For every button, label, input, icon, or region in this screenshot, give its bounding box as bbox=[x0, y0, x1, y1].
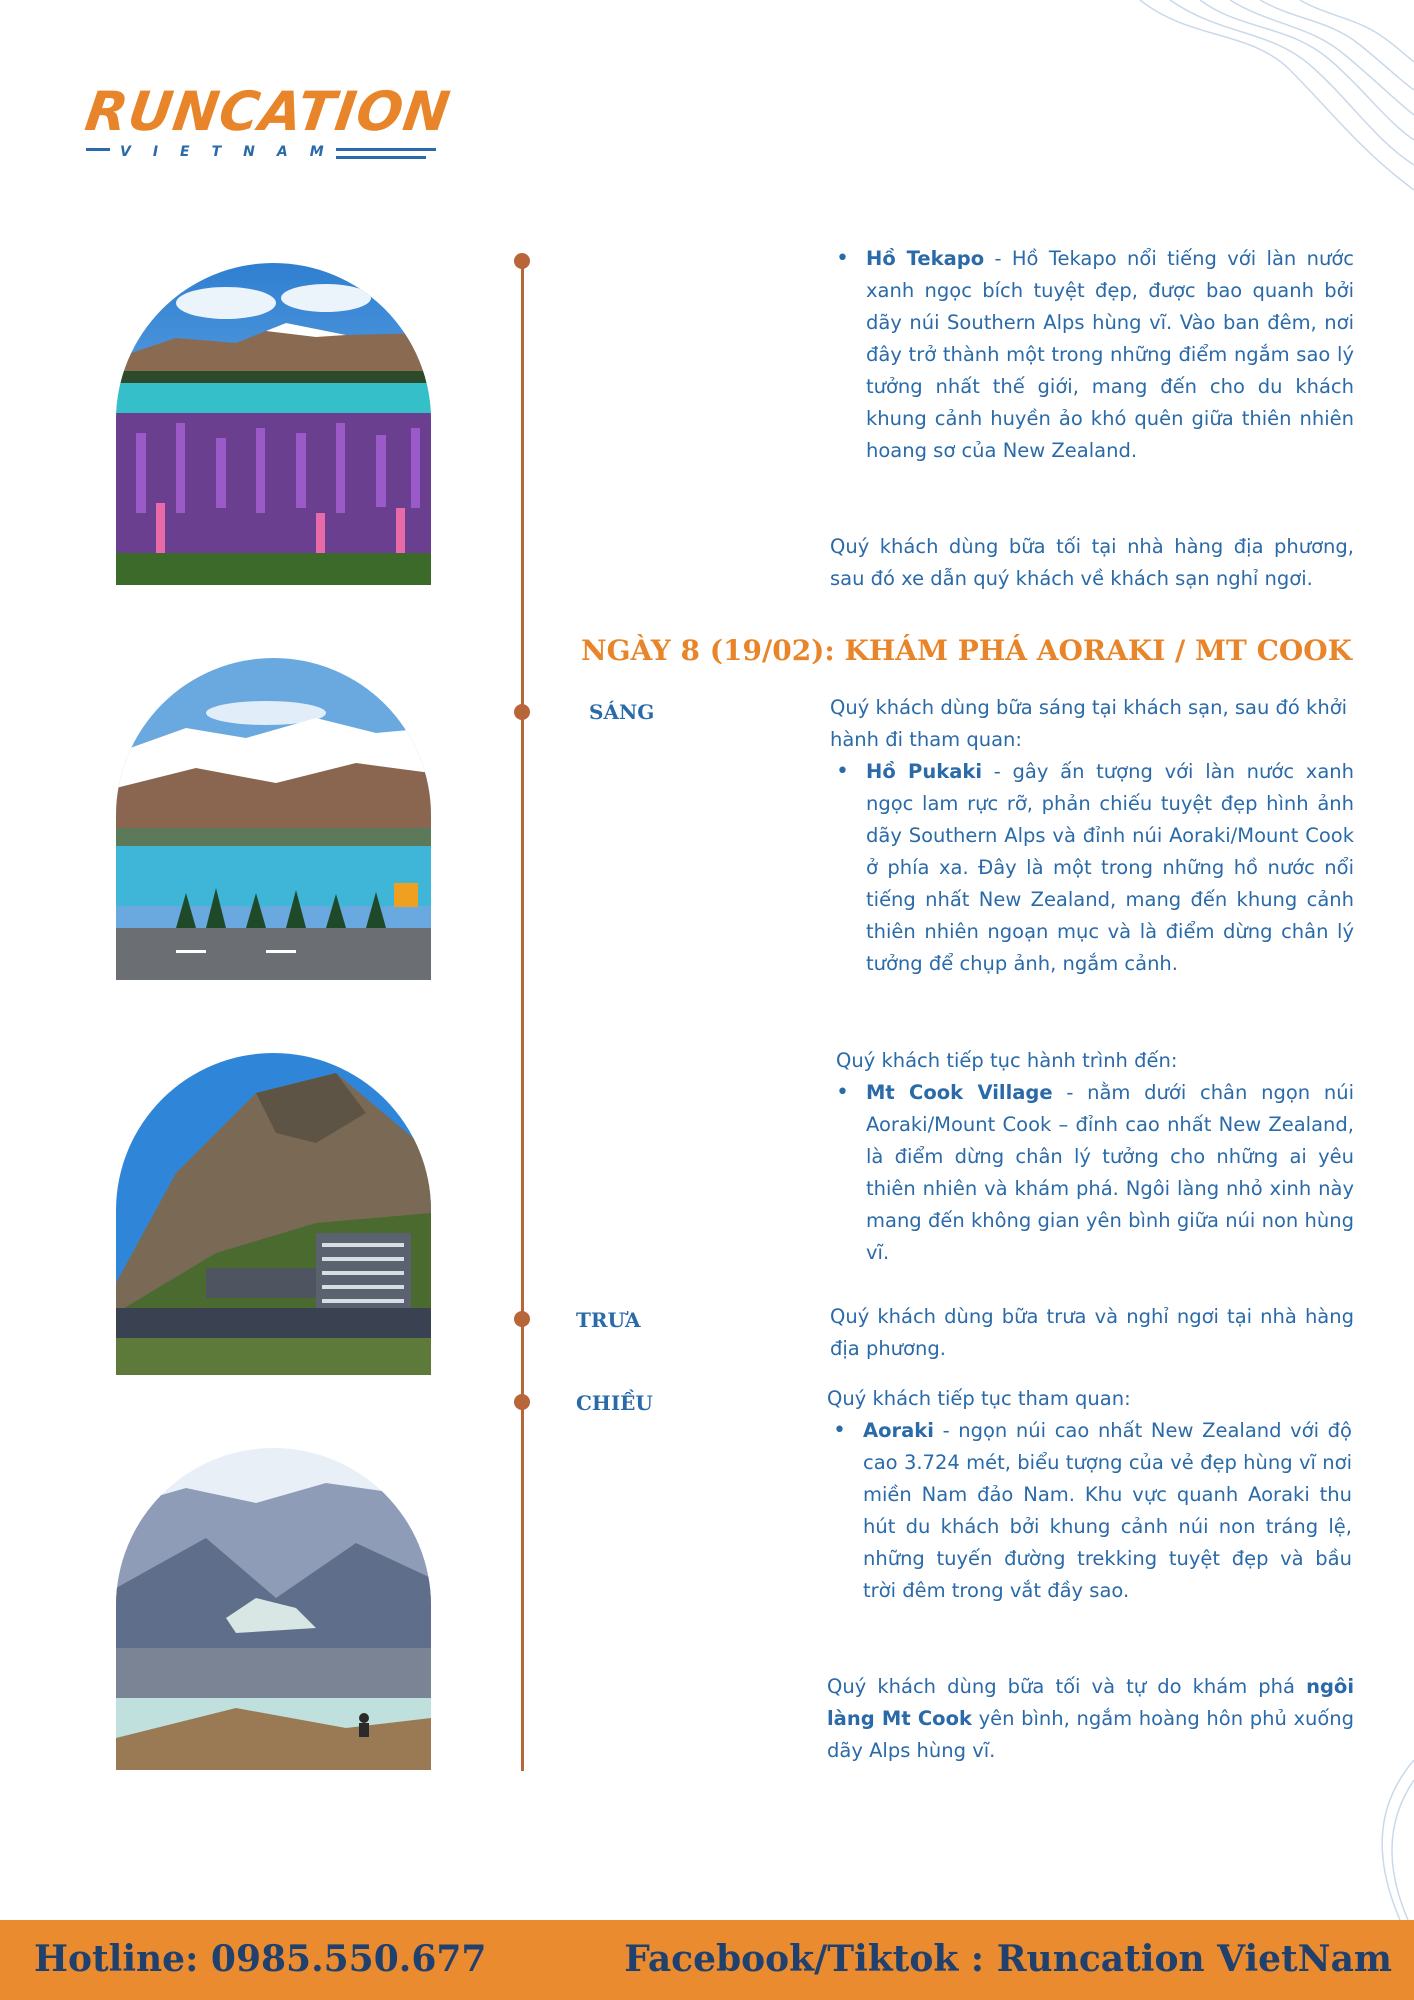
aoraki-bullet bbox=[863, 1415, 1352, 1607]
time-label-afternoon: CHIỀU bbox=[576, 1391, 653, 1415]
tekapo-bullet bbox=[866, 243, 1354, 467]
day-8-heading: NGÀY 8 (19/02): KHÁM PHÁ AORAKI / MT COOK bbox=[580, 634, 1352, 667]
runcation-logo bbox=[81, 80, 455, 172]
time-label-noon: TRƯA bbox=[576, 1308, 641, 1332]
mt-cook-village-hotel-photo bbox=[116, 1053, 431, 1375]
aoraki-valley-hiker-photo bbox=[116, 1448, 431, 1770]
dinner-text-post: yên bình, ngắm hoàng hôn phủ xuống dãy Alps hùng vĩ. bbox=[827, 1707, 1355, 1762]
pukaki-description: - gây ấn tượng với làn nước xanh ngọc lam rực rỡ, phản chiếu tuyệt đẹp hình ảnh dãy Southern Alps và đỉnh núi Aoraki/Mount Cook ở phía xa. Đây là một trong những hồ nước nổi tiếng nhất New Zealand, mang đến khung cảnh thiên nhiên ngoạn mục và là điểm dừng chân lý tưởng để chụp ảnh, ngắm cảnh. bbox=[866, 760, 1354, 975]
pukaki-title: Hồ Pukaki bbox=[866, 760, 982, 783]
timeline-dot bbox=[514, 253, 530, 269]
dinner-text-afternoon bbox=[827, 1671, 1354, 1767]
dinner-text-bold: ngôi làng Mt Cook bbox=[827, 1675, 1354, 1730]
timeline-dot bbox=[514, 704, 530, 720]
noon-text: Quý khách dùng bữa trưa và nghỉ ngơi tại nhà hàng địa phương. bbox=[830, 1305, 1354, 1360]
morning-intro: Quý khách dùng bữa sáng tại khách sạn, sau đó khởi hành đi tham quan: bbox=[830, 696, 1348, 751]
decorative-swirl-bottom bbox=[1360, 1760, 1414, 1920]
logo-stripe bbox=[86, 148, 110, 151]
mt-cook-village-title: Mt Cook Village bbox=[866, 1081, 1053, 1104]
logo-wordmark: RUNCATION bbox=[81, 80, 455, 143]
lake-tekapo-lupins-photo bbox=[116, 263, 431, 585]
dinner-text-pre: Quý khách dùng bữa tối và tự do khám phá bbox=[827, 1675, 1307, 1698]
mt-cook-village-bullet bbox=[866, 1077, 1354, 1269]
timeline-dot bbox=[514, 1311, 530, 1327]
pukaki-bullet bbox=[866, 756, 1354, 980]
afternoon-intro: Quý khách tiếp tục tham quan: bbox=[827, 1387, 1131, 1410]
logo-stripe bbox=[336, 148, 436, 151]
aoraki-title: Aoraki bbox=[863, 1419, 934, 1442]
footer-bar bbox=[0, 1920, 1414, 2000]
time-label-morning: SÁNG bbox=[589, 700, 655, 724]
dinner-text-top: Quý khách dùng bữa tối tại nhà hàng địa phương, sau đó xe dẫn quý khách về khách sạn nghỉ ngơi. bbox=[830, 535, 1354, 590]
decorative-swirl-top bbox=[1130, 0, 1414, 210]
continue-journey-text: Quý khách tiếp tục hành trình đến: bbox=[836, 1049, 1178, 1072]
lake-pukaki-road-photo bbox=[116, 658, 431, 980]
tekapo-title: Hồ Tekapo bbox=[866, 247, 985, 270]
mt-cook-village-description: - nằm dưới chân ngọn núi Aoraki/Mount Cook – đỉnh cao nhất New Zealand, là điểm dừng chân lý tưởng cho những ai yêu thiên nhiên và khám phá. Ngôi làng nhỏ xinh này mang đến không gian yên bình giữa núi non hùng vĩ. bbox=[866, 1081, 1354, 1264]
aoraki-description: - ngọn núi cao nhất New Zealand với độ cao 3.724 mét, biểu tượng của vẻ đẹp hùng vĩ nơi miền Nam đảo Nam. Khu vực quanh Aoraki thu hút du khách bởi khung cảnh núi non tráng lệ, những tuyến đường trekking tuyệt đẹp và bầu trời đêm trong vắt đầy sao. bbox=[863, 1419, 1352, 1602]
footer-hotline[interactable]: Hotline: 0985.550.677 bbox=[34, 1938, 487, 1980]
logo-stripe bbox=[336, 156, 426, 159]
footer-social[interactable]: Facebook/Tiktok : Runcation VietNam bbox=[624, 1938, 1392, 1980]
tekapo-description: - Hồ Tekapo nổi tiếng với làn nước xanh ngọc bích tuyệt đẹp, được bao quanh bởi dãy núi Southern Alps hùng vĩ. Vào ban đêm, nơi đây trở thành một trong những điểm ngắm sao lý tưởng nhất thế giới, mang đến cho du khách khung cảnh huyền ảo khó quên giữa thiên nhiên hoang sơ của New Zealand. bbox=[866, 247, 1354, 462]
timeline-dot bbox=[514, 1394, 530, 1410]
timeline-line bbox=[521, 261, 524, 1771]
logo-subtitle: VIETNAM bbox=[120, 144, 346, 160]
